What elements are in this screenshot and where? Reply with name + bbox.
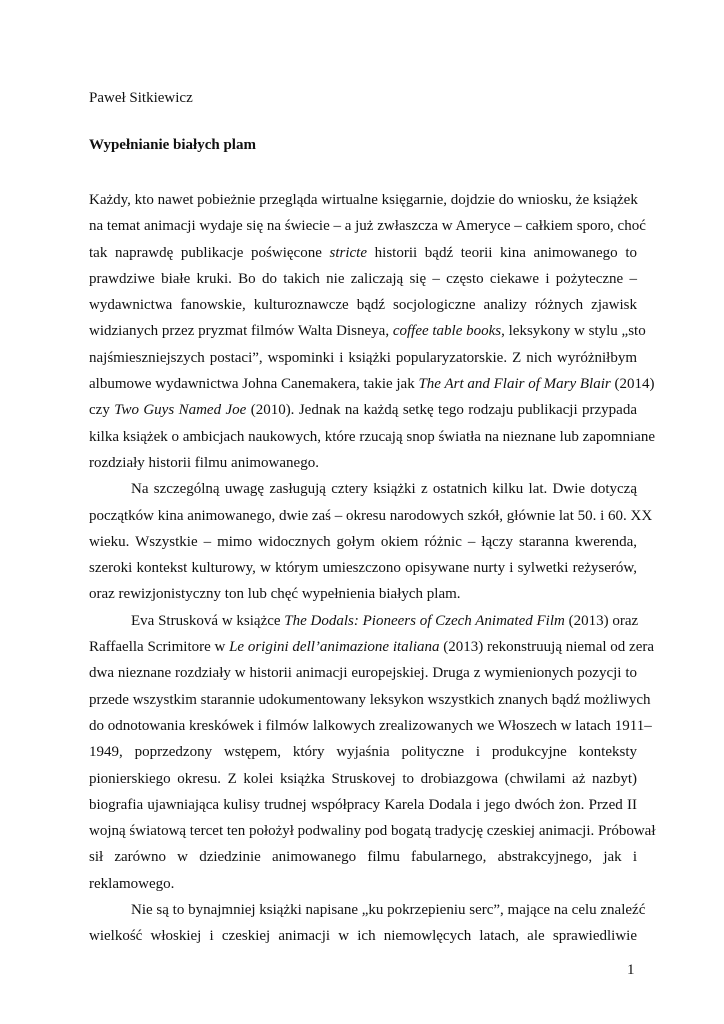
text-segment: wydawnictwa fanowskie, kulturoznawcze bądź socjologiczne analizy różnych zjawisk [89, 297, 637, 314]
text-line [89, 424, 656, 450]
text-segment: dwa nieznane rozdziały w historii animacji europejskiej. Druga z wymienionych pozycji to [89, 665, 637, 682]
text-line [89, 345, 637, 371]
text-line [89, 871, 637, 897]
text-line [89, 292, 637, 318]
text-segment: początków kina animowanego, dwie zaś – okresu narodowych szkół, głównie lat 50. i 60. XX [89, 507, 653, 524]
text-line [89, 739, 637, 765]
text-line [89, 713, 652, 739]
text-segment: Na szczególną uwagę zasługują cztery książki z ostatnich kilku lat. Dwie dotyczą [131, 481, 637, 498]
italic-title: The Dodals: Pioneers of Czech Animated Film [284, 612, 565, 629]
text-line [89, 687, 651, 713]
text-segment: przede wszystkim starannie udokumentowany leksykon wszystkich znanych bądź możliwych [89, 691, 651, 708]
text-segment: Eva Strusková w książce [131, 612, 285, 629]
text-segment: Nie są to bynajmniej książki napisane „ku pokrzepieniu serc”, mające na celu znaleźć [131, 902, 646, 919]
text-segment: reklamowego. [89, 875, 175, 892]
text-line [89, 240, 637, 266]
text-segment: wielkość włoskiej i czeskiej animacji w ich niemowlęcych latach, ale sprawiedliwie [89, 928, 637, 945]
text-segment: tak naprawdę publikacje poświęcone [89, 244, 330, 261]
text-segment: (2013) oraz [564, 612, 639, 629]
text-line [89, 450, 637, 476]
text-line [89, 766, 637, 792]
italic-title: Two Guys Named Joe [114, 402, 247, 419]
text-segment: widzianych przez pryzmat filmów Walta Disneya, [89, 323, 393, 340]
text-line [89, 529, 637, 555]
text-segment: pionierskiego okresu. Z kolei książka Struskovej to drobiazgowa (chwilami aż nazbyt) [89, 770, 637, 787]
text-segment: sił zarówno w dziedzinie animowanego filmu fabularnego, abstrakcyjnego, jak i [89, 849, 637, 866]
text-segment: Każdy, kto nawet pobieżnie przegląda wirtualne księgarnie, dojdzie do wniosku, że książek [89, 192, 638, 208]
text-segment: do odnotowania kreskówek i filmów lalkowych zrealizowanych we Włoszech w latach 1911– [89, 717, 652, 734]
text-segment: wieku. Wszystkie – mimo widocznych gołym okiem różnic – łączy staranna kwerenda, [89, 533, 637, 550]
paragraph [89, 897, 646, 950]
text-line [89, 660, 637, 686]
paragraph [89, 187, 656, 476]
italic-title: Le origini dell’animazione italiana [229, 639, 440, 656]
text-line [89, 476, 637, 502]
text-segment: albumowe wydawnictwa Johna Canemakera, takie jak [89, 376, 419, 393]
text-segment: czy [89, 402, 115, 419]
italic-title: stricte [329, 244, 367, 261]
article-body [89, 187, 656, 950]
text-line [89, 555, 637, 581]
text-segment: rozdziały historii filmu animowanego. [89, 454, 319, 471]
text-line [89, 503, 653, 529]
paragraph [89, 608, 656, 897]
text-segment: Raffaella Scrimitore w [89, 639, 230, 656]
text-segment: oraz rewizjonistyczny ton lub chęć wypełnienia białych plam. [89, 586, 461, 603]
article-title: Wypełnianie białych plam [89, 137, 256, 153]
text-line [89, 897, 646, 923]
text-line [89, 266, 637, 292]
author-name: Paweł Sitkiewicz [89, 90, 193, 106]
text-segment: najśmieszniejszych postaci”, wspominki i książki popularyzatorskie. Z nich wyróżniłbym [89, 349, 637, 366]
page-number: 1 [627, 962, 635, 978]
paragraph [89, 476, 653, 607]
text-segment: kilka książek o ambicjach naukowych, które rzucają snop światła na nieznane lub zapomniane [89, 428, 656, 445]
text-segment: (2014) [610, 376, 655, 393]
text-segment: na temat animacji wydaje się na świecie – a już zwłaszcza w Ameryce – całkiem sporo, choć [89, 218, 646, 235]
text-line [89, 397, 637, 423]
text-line [89, 371, 655, 397]
italic-title: coffee table books [392, 323, 502, 340]
text-line [89, 187, 637, 213]
text-segment: szeroki kontekst kulturowy, w którym umieszczono opisywane nurty i sylwetki reżyserów, [89, 560, 637, 577]
text-line [89, 213, 646, 239]
text-segment: 1949, poprzedzony wstępem, który wyjaśnia polityczne i produkcyjne konteksty [89, 744, 637, 761]
text-line [89, 844, 637, 870]
text-segment: (2010). Jednak na każdą setkę tego rodzaju publikacji przypada [246, 402, 637, 419]
text-segment: (2013) rekonstruują niemal od zera [439, 639, 655, 656]
italic-title: The Art and Flair of Mary Blair [418, 376, 611, 393]
text-segment: biografia ujawniająca kulisy trudnej współpracy Karela Dodala i jego dwóch żon. Przed II [89, 796, 637, 813]
text-line [89, 634, 655, 660]
text-segment: wojną światową tercet ten położył podwaliny pod bogatą tradycję czeskiej animacji. Próbował [89, 823, 656, 840]
text-segment: historii bądź teorii kina animowanego to [367, 244, 637, 261]
text-line [89, 923, 637, 949]
text-line [89, 608, 637, 634]
text-line [89, 818, 656, 844]
text-line [89, 581, 637, 607]
text-line [89, 792, 637, 818]
text-line [89, 318, 646, 344]
text-segment: prawdziwe białe kruki. Bo do takich nie zaliczają się – często ciekawe i pożyteczne – [89, 270, 637, 287]
text-segment: , leksykony w stylu „sto [501, 323, 646, 340]
